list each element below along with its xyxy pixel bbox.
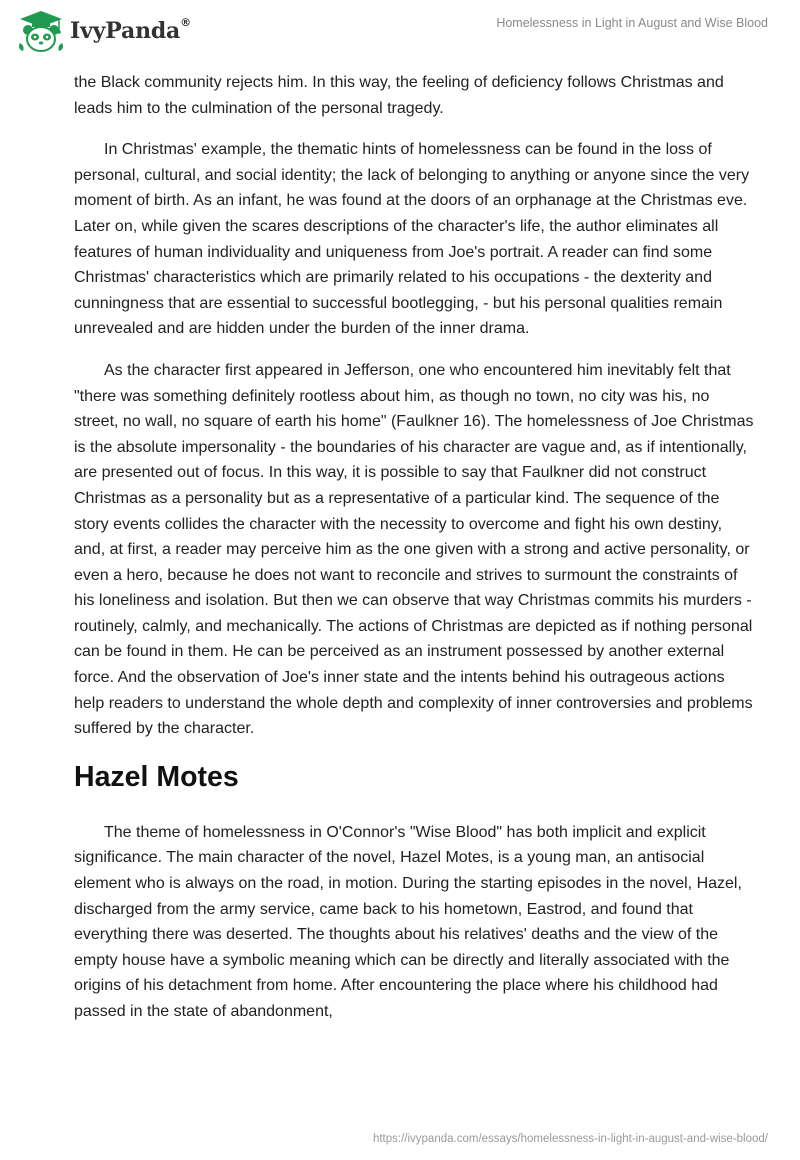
section-heading: Hazel Motes (74, 760, 239, 793)
essay-content (74, 70, 754, 1041)
logo-text: IvyPanda (70, 18, 181, 44)
paragraph-4: The theme of homelessness in O'Connor's "Wise Blood" has both implicit and explicit significance. The main character of the novel, Hazel Motes, is a young man, an antisocial element who is always on the road, in motion. During the starting episodes in the novel, Hazel, discharged from the army service, came back to his hometown, Eastrod, and found that everything there was deserted. The thoughts about his relatives' deaths and the view of the empty house have a symbolic meaning which can be directly and literally associated with the origins of his detachment from home. After encountering the place where his childhood had passed in the state of abandonment, (74, 823, 742, 1020)
logo-wordmark (70, 18, 191, 44)
panda-graduate-icon (16, 9, 66, 53)
paragraph-1: the Black community rejects him. In this way, the feeling of deficiency follows Christmas and leads him to the culmination of the personal tragedy. (74, 74, 724, 117)
paragraph-3: As the character first appeared in Jefferson, one who encountered him inevitably felt that "there was something definitely rootless about him, as though no town, no city was his, no street, no wall, no square of earth his home" (Faulkner 16). The homelessness of Joe Christmas is the absolute impersonality - the boundaries of his character are vague and, as if intentionally, are presented out of focus. In this way, it is possible to say that Faulkner did not construct Christmas as a personality but as a representative of a particular kind. The sequence of the story events collides the character with the necessity to overcome and fight his own destiny, and, at first, a reader may perceive him as the one given with a strong and active personality, or even a hero, because he does not want to reconcile and strives to surmount the constraints of his loneliness and isolation. But then we can observe that way Christmas commits his murders - routinely, calmly, and mechanically. The actions of Christmas are depicted as if nothing personal can be found in them. He can be perceived as an instrument possessed by another external force. And the observation of Joe's inner state and the intents behind his outrageous actions help readers to understand the whole depth and complexity of inner controversies and problems suffered by the character. (74, 361, 754, 738)
page-header (0, 0, 800, 62)
paragraph-2: In Christmas' example, the thematic hints of homelessness can be found in the loss of personal, cultural, and social identity; the lack of belonging to anything or anyone since the very moment of birth. As an infant, he was found at the doors of an orphanage at the Christmas eve. Later on, while given the scares descriptions of the character's life, the author eliminates all features of human individuality and uniqueness from Joe's portrait. A reader can find some Christmas' characteristics which are primarily related to his occupations - the dexterity and cunningness that are essential to successful bootlegging, - but his personal qualities remain unrevealed and are hidden under the burden of the inner drama. (74, 141, 750, 338)
registered-mark: ® (180, 16, 191, 29)
document-title: Homelessness in Light in August and Wise Blood (496, 16, 768, 30)
ivypanda-logo[interactable] (16, 9, 191, 53)
source-url[interactable]: https://ivypanda.com/essays/homelessness-in-light-in-august-and-wise-blood/ (372, 1133, 768, 1145)
